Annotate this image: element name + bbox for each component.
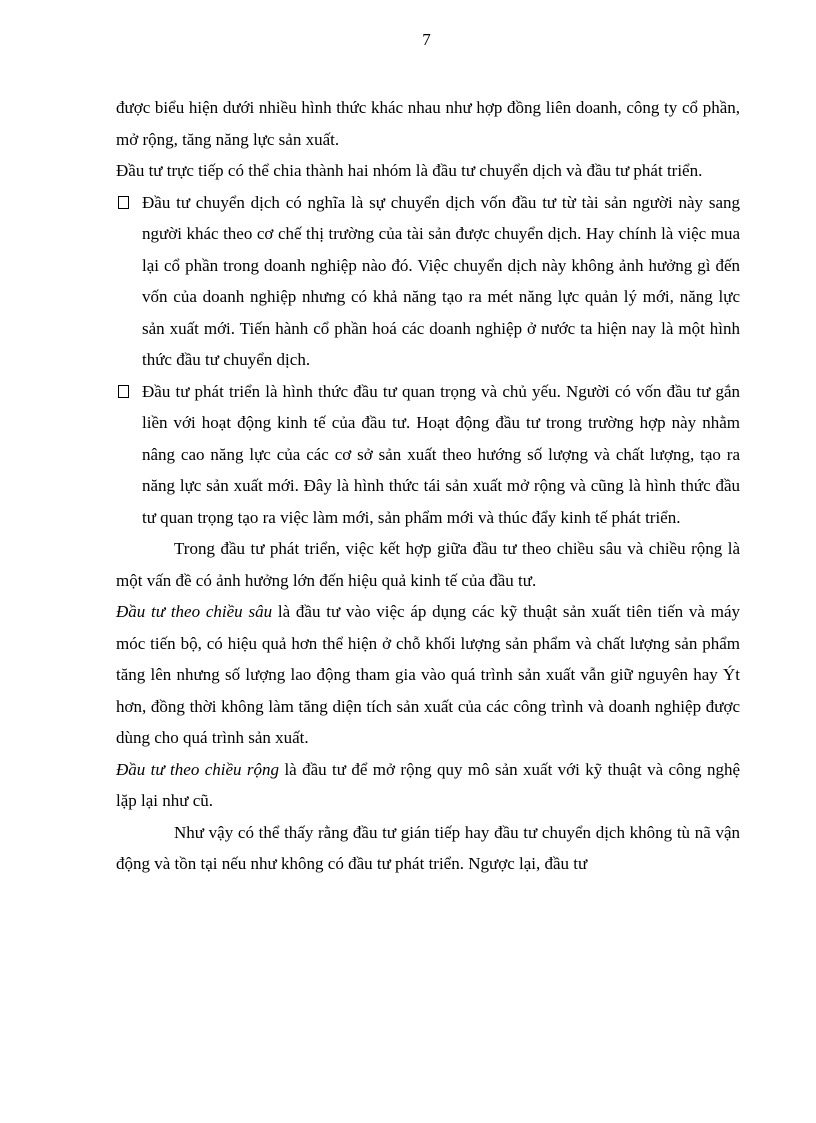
paragraph-conclusion: Như vậy có thể thấy rằng đầu tư gián tiếp hay đầu tư chuyển dịch không tù nã vận động và tồn tại nếu như không có đầu tư phát triển. Ngược lại, đầu tư [116,822,740,873]
square-bullet-icon [118,385,129,398]
document-body [116,92,740,880]
bullet-item-development-investment [116,376,740,534]
bullet-text: Đầu tư chuyển dịch có nghĩa là sự chuyển dịch vốn đầu tư từ tài sản người này sang người khác theo cơ chế thị trường của tài sản được chuyển dịch. Hay chính là việc mua lại cổ phần trong doanh nghiệp nào đó. Việc chuyển dịch này không ảnh hưởng gì đến vốn của doanh nghiệp nhưng có khả năng tạo ra mét năng lực quản lý mới, năng lực sản xuất mới. Tiến hành cổ phần hoá các doanh nghiệp ở nước ta hiện nay là một hình thức đầu tư chuyển dịch. [142,192,740,369]
paragraph-depth-definition [116,596,740,754]
bullet-item-transfer-investment [116,187,740,376]
term-depth: Đầu tư theo chiều sâu [116,602,273,621]
definition-depth: là đầu tư vào việc áp dụng các kỹ thuật sản xuất tiên tiến và máy móc tiến bộ, có hiệu quả hơn thể hiện ở chỗ khối lượng sản phẩm và chất lượng sản phẩm tăng lên nhưng số lượng lao động tham gia vào quá trình sản xuất vẫn giữ nguyên hay Ýt hơn, đồng thời không làm tăng diện tích sản xuất của các công trình và doanh nghiệp được dùng cho quá trình sản xuất. [116,602,740,747]
term-breadth: Đầu tư theo chiều rộng [116,759,280,779]
paragraph-intro: được biểu hiện dưới nhiều hình thức khác nhau như hợp đồng liên doanh, công ty cổ phần, mở rộng, tăng năng lực sản xuất. [116,98,740,149]
page-number: 7 [422,30,431,49]
bullet-text: Đầu tư phát triển là hình thức đầu tư quan trọng và chủ yếu. Người có vốn đầu tư gắn liền với hoạt động kinh tế của đầu tư. Hoạt động đầu tư trong trường hợp này nhằm nâng cao năng lực của các cơ sở sản xuất theo hướng số lượng và chất lượng, tạo ra năng lực sản xuất mới. Đây là hình thức tái sản xuất mở rộng và cũng là hình thức đầu tư quan trọng tạo ra việc làm mới, sản phẩm mới và thúc đẩy kinh tế phát triển. [142,381,740,527]
paragraph-breadth-definition [116,754,740,817]
square-bullet-icon [118,196,129,209]
paragraph-depth-breadth: Trong đầu tư phát triển, việc kết hợp giữa đầu tư theo chiều sâu và chiều rộng là một vấn đề có ảnh hưởng lớn đến hiệu quả kinh tế của đầu tư. [116,539,740,590]
paragraph-classification: Đầu tư trực tiếp có thể chia thành hai nhóm là đầu tư chuyển dịch và đầu tư phát triển. [116,161,703,180]
definition-breadth: là đầu tư để mở rộng quy mô sản xuất với kỹ thuật và công nghệ lặp lại như cũ. [116,759,740,810]
